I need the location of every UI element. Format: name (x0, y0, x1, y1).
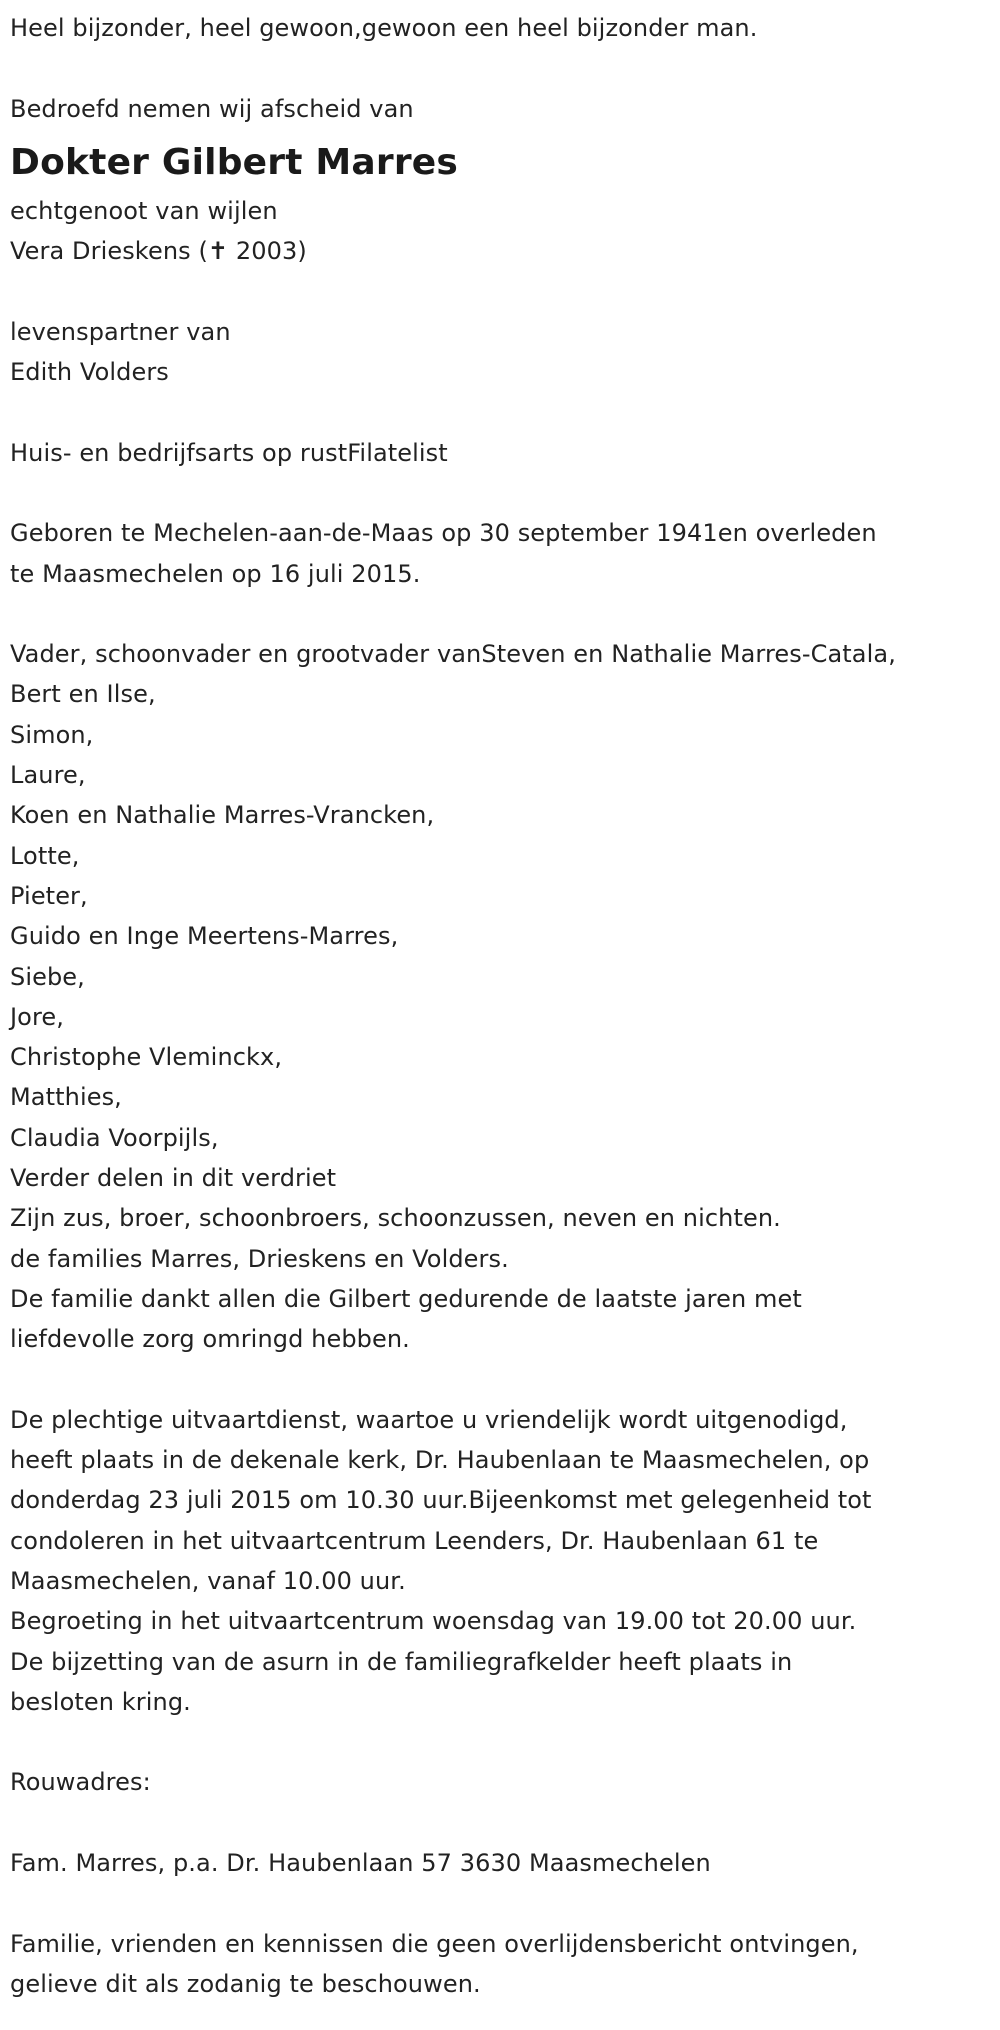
spacer (10, 392, 1000, 432)
service-line: De bijzetting van de asurn in de familiegrafkelder heeft plaats in (10, 1647, 793, 1676)
spacer (10, 1803, 1000, 1843)
family-line: Simon, (10, 720, 94, 749)
closing-line-1: Familie, vrienden en kennissen die geen overlijdensbericht ontvingen, (10, 1929, 859, 1958)
family-list (10, 634, 1000, 1359)
family-line: de families Marres, Drieskens en Volders. (10, 1244, 509, 1273)
family-line: De familie dankt allen die Gilbert gedurende de laatste jaren met (10, 1284, 802, 1313)
spacer (10, 1722, 1000, 1762)
funeral-service-details (10, 1400, 1000, 1722)
family-line: Verder delen in dit verdriet (10, 1164, 337, 1193)
deceased-name: Dokter Gilbert Marres (10, 141, 459, 183)
service-line: Maasmechelen, vanaf 10.00 uur. (10, 1566, 406, 1595)
announcement-text: Bedroefd nemen wij afscheid van (10, 94, 414, 123)
family-line: Christophe Vleminckx, (10, 1043, 283, 1072)
service-line: donderdag 23 juli 2015 om 10.30 uur.Bijeenkomst met gelegenheid tot (10, 1486, 872, 1515)
family-line: Zijn zus, broer, schoonbroers, schoonzussen, neven en nichten. (10, 1204, 781, 1233)
spouse-name: Vera Drieskens (✝ 2003) (10, 237, 307, 266)
family-line: Bert en Ilse, (10, 680, 156, 709)
family-line: Vader, schoonvader en grootvader vanSteven en Nathalie Marres-Catala, (10, 640, 896, 669)
address-label: Rouwadres: (10, 1768, 151, 1797)
family-line: Matthies, (10, 1083, 122, 1112)
partner-label: levenspartner van (10, 317, 231, 346)
service-line: condoleren in het uitvaartcentrum Leenders, Dr. Haubenlaan 61 te (10, 1526, 819, 1555)
partner-name: Edith Volders (10, 358, 169, 387)
service-line: heeft plaats in de dekenale kerk, Dr. Haubenlaan te Maasmechelen, op (10, 1446, 870, 1475)
spacer (10, 594, 1000, 634)
family-line: Siebe, (10, 962, 85, 991)
family-line: Pieter, (10, 881, 88, 910)
birth-death-line-1: Geboren te Mechelen-aan-de-Maas op 30 september 1941en overleden (10, 519, 877, 548)
closing-line-2: gelieve dit als zodanig te beschouwen. (10, 1969, 481, 1998)
service-line: besloten kring. (10, 1687, 191, 1716)
spacer (10, 48, 1000, 88)
spacer (10, 271, 1000, 311)
family-line: Jore, (10, 1002, 64, 1031)
spacer (10, 1883, 1000, 1923)
spouse-label: echtgenoot van wijlen (10, 196, 278, 225)
spacer (10, 1360, 1000, 1400)
family-line: Guido en Inge Meertens-Marres, (10, 922, 399, 951)
birth-death-line-2: te Maasmechelen op 16 juli 2015. (10, 559, 421, 588)
family-line: Koen en Nathalie Marres-Vrancken, (10, 801, 435, 830)
spacer (10, 473, 1000, 513)
occupation-text: Huis- en bedrijfsarts op rustFilatelist (10, 438, 448, 467)
family-line: Lotte, (10, 841, 80, 870)
family-line: Laure, (10, 761, 86, 790)
family-line: liefdevolle zorg omringd hebben. (10, 1325, 410, 1354)
service-line: Begroeting in het uitvaartcentrum woensdag van 19.00 tot 20.00 uur. (10, 1607, 857, 1636)
intro-quote: Heel bijzonder, heel gewoon,gewoon een heel bijzonder man. (10, 14, 758, 42)
family-line: Claudia Voorpijls, (10, 1123, 219, 1152)
service-line: De plechtige uitvaartdienst, waartoe u vriendelijk wordt uitgenodigd, (10, 1405, 848, 1434)
mourning-address: Fam. Marres, p.a. Dr. Haubenlaan 57 3630 Maasmechelen (10, 1849, 711, 1878)
